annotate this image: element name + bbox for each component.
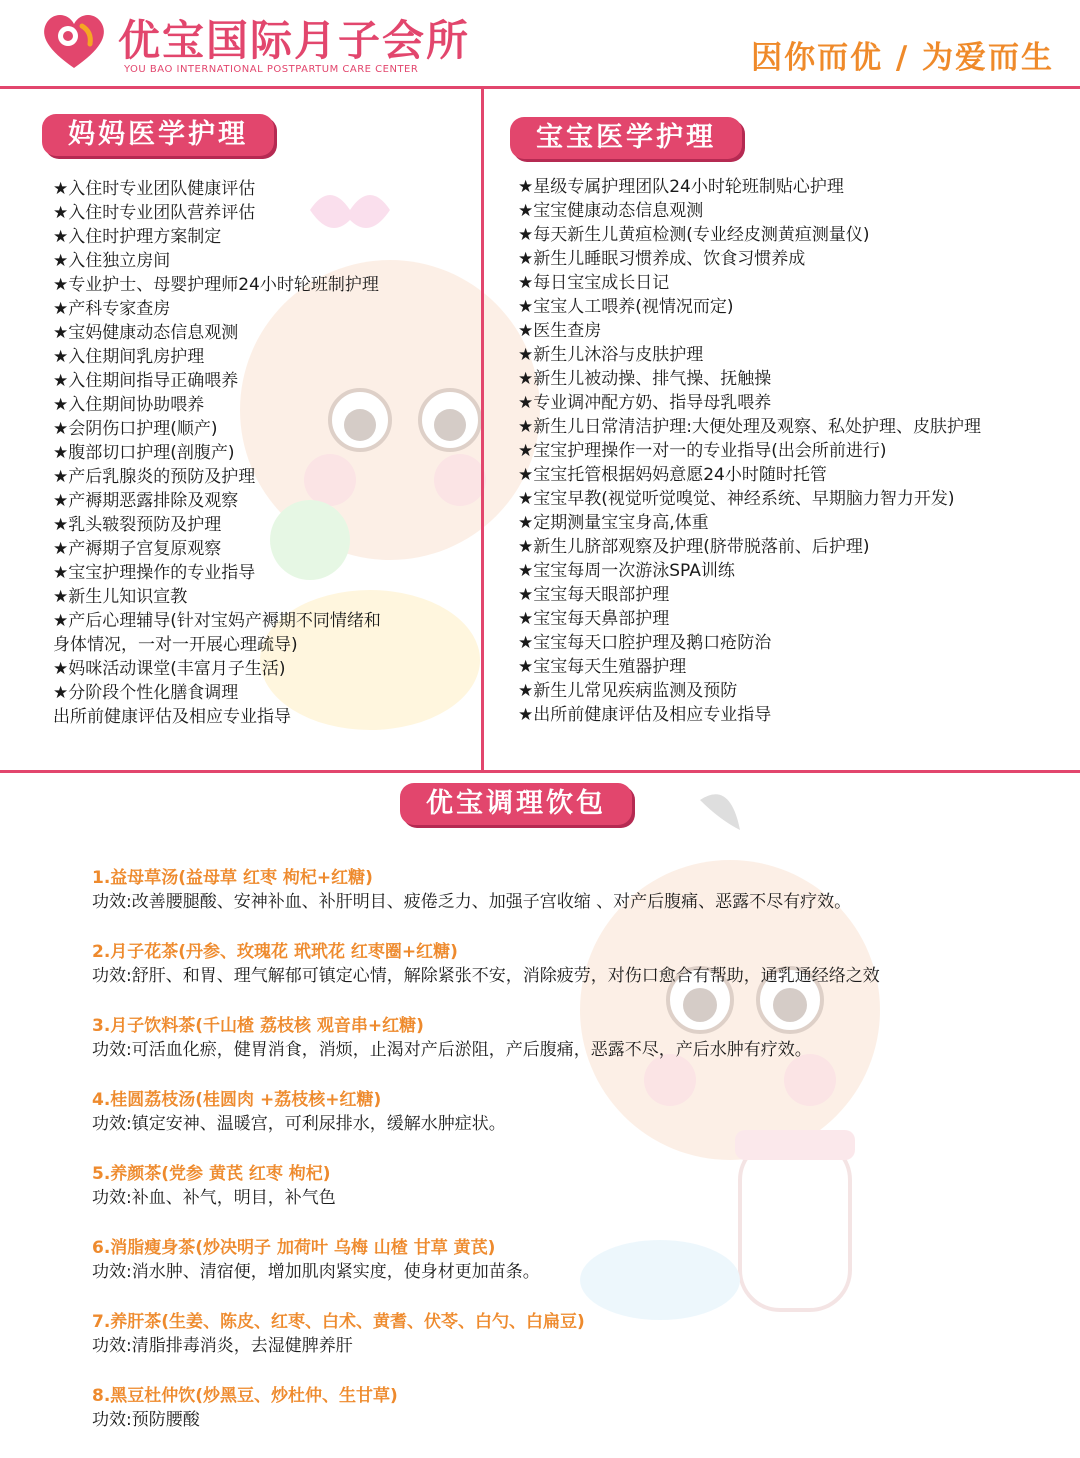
divider-middle (0, 770, 1080, 773)
diet-item-name: 6.消脂瘦身茶(炒决明子 加荷叶 乌梅 山楂 甘草 黄芪) (92, 1238, 496, 1258)
list-item: ★专业调冲配方奶、指导母乳喂养 (518, 393, 772, 413)
list-item: ★乳头皲裂预防及护理 (53, 515, 222, 535)
list-item: ★宝宝每天鼻部护理 (518, 609, 670, 629)
diet-item (92, 1014, 992, 1062)
list-item: ★新生儿被动操、排气操、抚触操 (518, 369, 772, 389)
diet-item-name: 7.养肝茶(生姜、陈皮、红枣、白术、黄耆、伏苓、白勺、白扁豆) (92, 1312, 585, 1332)
diet-item (92, 1088, 992, 1136)
brand-name: 优宝国际月子会所 (118, 16, 471, 65)
diet-item-name: 3.月子饮料茶(千山楂 荔枝核 观音串+红糖) (92, 1016, 424, 1036)
list-item: ★宝妈健康动态信息观测 (53, 323, 239, 343)
diet-item-effect: 功效:消水肿、清宿便，增加肌肉紧实度，使身材更加苗条。 (92, 1262, 540, 1282)
list-item: ★新生儿知识宣教 (53, 587, 188, 607)
diet-item-effect: 功效:舒肝、和胃、理气解郁可镇定心情，解除紧张不安，消除疲劳，对伤口愈合有帮助，通乳通经络之效 (92, 966, 880, 986)
divider-top (0, 86, 1080, 89)
list-item: ★专业护士、母婴护理师24小时轮班制护理 (53, 275, 379, 295)
diet-item-name: 8.黑豆杜仲饮(炒黑豆、炒杜仲、生甘草) (92, 1386, 398, 1406)
list-item: ★每日宝宝成长日记 (518, 273, 670, 293)
baby-care-list (518, 175, 1058, 727)
list-item: ★新生儿睡眠习惯养成、饮食习惯养成 (518, 249, 806, 269)
diet-section-title: 优宝调理饮包 (400, 783, 632, 825)
list-item: ★腹部切口护理(剖腹产) (53, 443, 235, 463)
list-item: ★入住时护理方案制定 (53, 227, 222, 247)
list-item: ★入住期间乳房护理 (53, 347, 205, 367)
diet-item-name: 4.桂圆荔枝汤(桂圆肉 +荔枝核+红糖) (92, 1090, 382, 1110)
diet-item-effect: 功效:可活血化瘀，健胃消食，消烦，止渴对产后淤阻，产后腹痛，恶露不尽，产后水肿有疗效。 (92, 1040, 812, 1060)
diet-item-effect: 功效:预防腰酸 (92, 1410, 200, 1430)
brand-name-english: YOU BAO INTERNATIONAL POSTPARTUM CARE CENTER (124, 64, 419, 75)
heart-baby-logo-icon (38, 8, 110, 72)
diet-item-name: 5.养颜茶(党参 黄芪 红枣 枸杞) (92, 1164, 331, 1184)
baby-section-title: 宝宝医学护理 (510, 117, 742, 159)
diet-item-effect: 功效:清脂排毒消炎，去湿健脾养肝 (92, 1336, 353, 1356)
list-item: ★入住期间协助喂养 (53, 395, 205, 415)
list-item: ★宝宝早教(视觉听觉嗅觉、神经系统、早期脑力智力开发) (518, 489, 955, 509)
divider-vertical (481, 89, 484, 771)
list-item: ★宝宝每天口腔护理及鹅口疮防治 (518, 633, 772, 653)
list-item: ★宝宝每天生殖器护理 (518, 657, 687, 677)
list-item: ★产褥期恶露排除及观察 (53, 491, 239, 511)
list-item: ★新生儿日常清洁护理:大便处理及观察、私处护理、皮肤护理 (518, 417, 981, 437)
list-item: ★宝宝每周一次游泳SPA训练 (518, 561, 735, 581)
diet-item (92, 1384, 992, 1432)
diet-item (92, 866, 992, 914)
list-item: ★定期测量宝宝身高,体重 (518, 513, 709, 533)
diet-item-name: 2.月子花茶(丹参、玫瑰花 玳玳花 红枣圈+红糖) (92, 942, 458, 962)
list-item: ★入住时专业团队营养评估 (53, 203, 256, 223)
list-item: ★新生儿沐浴与皮肤护理 (518, 345, 704, 365)
list-item: ★分阶段个性化膳食调理 (53, 683, 239, 703)
list-item: ★星级专属护理团队24小时轮班制贴心护理 (518, 177, 844, 197)
list-item: ★会阴伤口护理(顺产) (53, 419, 218, 439)
diet-item-effect: 功效:镇定安神、温暖宫，可利尿排水，缓解水肿症状。 (92, 1114, 506, 1134)
list-item: ★入住时专业团队健康评估 (53, 179, 256, 199)
list-item: ★新生儿常见疾病监测及预防 (518, 681, 738, 701)
list-item: ★宝宝健康动态信息观测 (518, 201, 704, 221)
slogan: 因你而优 / 为爱而生 (751, 40, 1054, 76)
list-item: ★入住独立房间 (53, 251, 171, 271)
diet-list (92, 866, 992, 1458)
list-item: ★宝宝护理操作的专业指导 (53, 563, 256, 583)
header (0, 0, 1080, 86)
list-item: ★妈咪活动课堂(丰富月子生活) (53, 659, 286, 679)
diet-item-effect: 功效:补血、补气，明目，补气色 (92, 1188, 336, 1208)
list-item: ★宝宝托管根据妈妈意愿24小时随时托管 (518, 465, 827, 485)
list-item: ★入住期间指导正确喂养 (53, 371, 239, 391)
mom-care-list (53, 177, 468, 729)
list-item: ★产科专家查房 (53, 299, 171, 319)
list-item: ★产后乳腺炎的预防及护理 (53, 467, 256, 487)
list-item: ★出所前健康评估及相应专业指导 (518, 705, 772, 725)
diet-item-effect: 功效:改善腰腿酸、安神补血、补肝明目、疲倦乏力、加强子宫收缩 、对产后腹痛、恶露不尽有疗效。 (92, 892, 852, 912)
list-item: ★新生儿脐部观察及护理(脐带脱落前、后护理) (518, 537, 870, 557)
list-item: ★产后心理辅导(针对宝妈产褥期不同情绪和 身体情况，一对一开展心理疏导) (53, 611, 381, 655)
list-item: ★宝宝人工喂养(视情况而定) (518, 297, 734, 317)
list-item: ★宝宝护理操作一对一的专业指导(出会所前进行) (518, 441, 887, 461)
diet-item (92, 1236, 992, 1284)
diet-item (92, 1310, 992, 1358)
diet-item (92, 1162, 992, 1210)
diet-item (92, 940, 992, 988)
list-item: 出所前健康评估及相应专业指导 (53, 707, 291, 727)
list-item: ★每天新生儿黄疸检测(专业经皮测黄疸测量仪) (518, 225, 870, 245)
list-item: ★宝宝每天眼部护理 (518, 585, 670, 605)
list-item: ★医生查房 (518, 321, 602, 341)
diet-item-name: 1.益母草汤(益母草 红枣 枸杞+红糖) (92, 868, 373, 888)
list-item: ★产褥期子宫复原观察 (53, 539, 222, 559)
mom-section-title: 妈妈医学护理 (42, 114, 274, 156)
